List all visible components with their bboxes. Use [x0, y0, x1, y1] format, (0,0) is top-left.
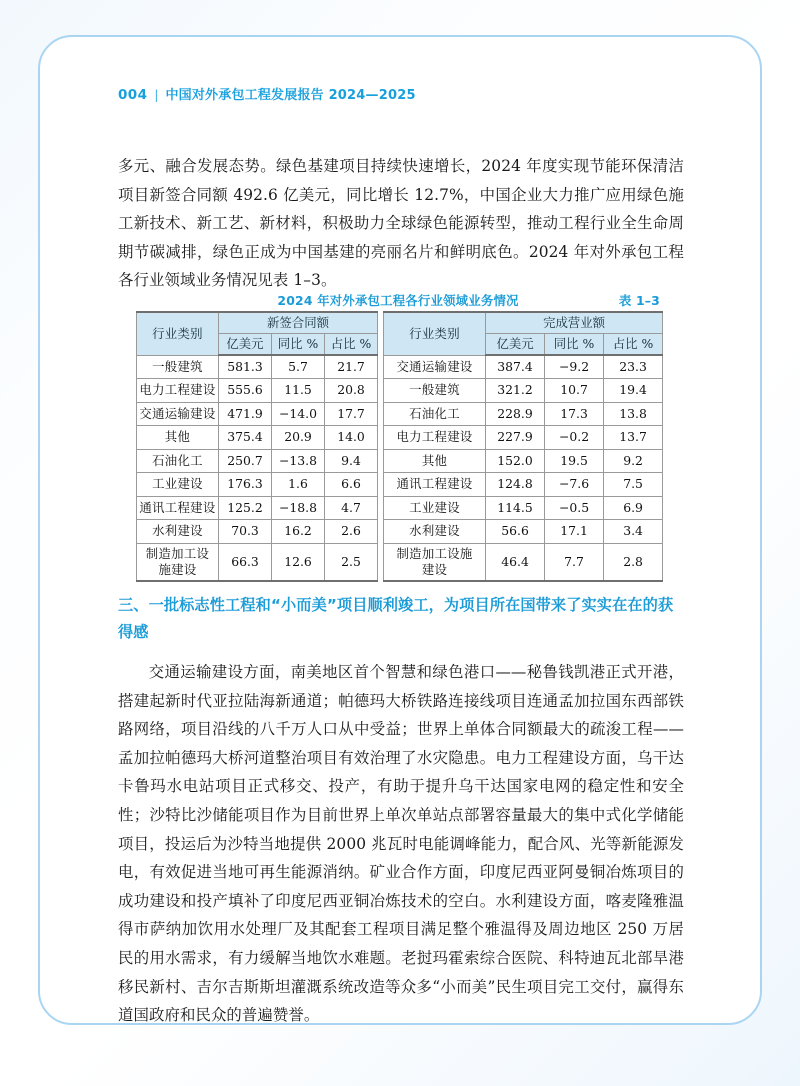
th-left-yoy: 同比 %	[272, 334, 325, 356]
table-row	[384, 520, 663, 544]
table-row	[137, 496, 378, 520]
header-separator: |	[154, 88, 159, 102]
th-right-share: 占比 %	[604, 334, 663, 356]
cell-share: 3.4	[604, 520, 663, 544]
cell-usd: 46.4	[486, 543, 545, 581]
table-row	[137, 426, 378, 450]
cell-category: 石油化工	[137, 449, 219, 473]
cell-category: 一般建筑	[137, 355, 219, 379]
table-caption-title: 2024 年对外承包工程各行业领域业务情况	[277, 293, 519, 308]
cell-usd: 321.2	[486, 379, 545, 403]
table-row	[384, 379, 663, 403]
cell-category: 通讯工程建设	[137, 496, 219, 520]
table-row	[137, 379, 378, 403]
page-folio-number: 004	[118, 87, 148, 103]
table-row	[384, 355, 663, 379]
th-right-group: 完成营业额	[486, 312, 663, 334]
table-row	[384, 449, 663, 473]
cell-share: 17.7	[325, 402, 378, 426]
table-right-body	[384, 355, 663, 581]
cell-share: 2.8	[604, 543, 663, 581]
table-row	[137, 543, 378, 581]
cell-share: 9.2	[604, 449, 663, 473]
cell-yoy: 17.1	[545, 520, 604, 544]
cell-usd: 124.8	[486, 473, 545, 497]
cell-category: 通讯工程建设	[384, 473, 486, 497]
cell-share: 14.0	[325, 426, 378, 450]
cell-yoy: −13.8	[272, 449, 325, 473]
cell-yoy: −9.2	[545, 355, 604, 379]
cell-category: 一般建筑	[384, 379, 486, 403]
cell-category: 制造加工设 施建设	[137, 543, 219, 581]
cell-usd: 56.6	[486, 520, 545, 544]
running-header	[118, 84, 416, 103]
cell-category: 其他	[137, 426, 219, 450]
cell-usd: 387.4	[486, 355, 545, 379]
cell-category: 工业建设	[384, 496, 486, 520]
cell-usd: 555.6	[219, 379, 272, 403]
th-right-category: 行业类别	[384, 312, 486, 355]
cell-usd: 70.3	[219, 520, 272, 544]
table-left-body	[137, 355, 378, 581]
cell-yoy: 20.9	[272, 426, 325, 450]
th-left-group: 新签合同额	[219, 312, 378, 334]
cell-category: 石油化工	[384, 402, 486, 426]
cell-share: 4.7	[325, 496, 378, 520]
cell-share: 19.4	[604, 379, 663, 403]
cell-category: 交通运输建设	[384, 355, 486, 379]
table-row	[137, 520, 378, 544]
cell-usd: 66.3	[219, 543, 272, 581]
cell-usd: 375.4	[219, 426, 272, 450]
cell-yoy: −0.2	[545, 426, 604, 450]
th-right-usd: 亿美元	[486, 334, 545, 356]
cell-yoy: 17.3	[545, 402, 604, 426]
cell-share: 20.8	[325, 379, 378, 403]
table-header-row-1	[384, 312, 663, 334]
cell-category: 交通运输建设	[137, 402, 219, 426]
table-row	[137, 355, 378, 379]
th-left-category: 行业类别	[137, 312, 219, 355]
cell-category: 水利建设	[137, 520, 219, 544]
table-new-contracts	[136, 311, 378, 582]
cell-category: 水利建设	[384, 520, 486, 544]
th-left-share: 占比 %	[325, 334, 378, 356]
table-row	[384, 543, 663, 581]
table-completed-turnover	[383, 311, 663, 582]
table-row	[137, 402, 378, 426]
th-right-yoy: 同比 %	[545, 334, 604, 356]
cell-share: 6.6	[325, 473, 378, 497]
cell-usd: 228.9	[486, 402, 545, 426]
cell-category: 制造加工设施 建设	[384, 543, 486, 581]
paragraph-body: 交通运输建设方面，南美地区首个智慧和绿色港口——秘鲁钱凯港正式开港，搭建起新时代亚拉陆海新通道；帕德玛大桥铁路连接线项目连通孟加拉国东西部铁路网络，项目沿线的八千万人口从中受益；世界上单体合同额最大的疏浚工程——孟加拉帕德玛大桥河道整治项目有效治理了水灾隐患。电力工程建设方面，乌干达卡鲁玛水电站项目正式移交、投产，有助于提升乌干达国家电网的稳定性和安全性；沙特比沙储能项目作为目前世界上单次单站点部署容量最大的集中式化学储能项目，投运后为沙特当地提供 2000 兆瓦时电能调峰能力，配合风、光等新能源发电，有效促进当地可再生能源消纳。矿业合作方面，印度尼西亚阿曼铜冶炼项目的成功建设和投产填补了印度尼西亚铜冶炼技术的空白。水利建设方面，喀麦隆雅温得市萨纳加饮用水处理厂及其配套工程项目满足整个雅温得及周边地区 250 万居民的用水需求，有力缓解当地饮水难题。老挝玛霍索综合医院、科特迪瓦北部旱港移民新村、吉尔吉斯斯坦灌溉系统改造等众多“小而美”民生项目完工交付，赢得东道国政府和民众的普遍赞誉。	[118, 663, 684, 1025]
cell-share: 23.3	[604, 355, 663, 379]
cell-share: 6.9	[604, 496, 663, 520]
cell-share: 2.6	[325, 520, 378, 544]
cell-yoy: −7.6	[545, 473, 604, 497]
cell-usd: 250.7	[219, 449, 272, 473]
cell-yoy: −0.5	[545, 496, 604, 520]
cell-yoy: 1.6	[272, 473, 325, 497]
cell-yoy: 10.7	[545, 379, 604, 403]
cell-yoy: 7.7	[545, 543, 604, 581]
th-left-usd: 亿美元	[219, 334, 272, 356]
cell-yoy: 16.2	[272, 520, 325, 544]
cell-share: 13.7	[604, 426, 663, 450]
cell-usd: 581.3	[219, 355, 272, 379]
industry-business-tables	[136, 311, 662, 582]
cell-category: 电力工程建设	[384, 426, 486, 450]
cell-share: 2.5	[325, 543, 378, 581]
cell-share: 13.8	[604, 402, 663, 426]
paragraph-intro: 多元、融合发展态势。绿色基建项目持续快速增长，2024 年度实现节能环保清洁项目新签合同额 492.6 亿美元，同比增长 12.7%，中国企业大力推广应用绿色施工新技术、新工艺、新材料，积极助力全球绿色能源转型，推动工程行业全生命周期节碳减排，绿色正成为中国基建的亮丽名片和鲜明底色。2024 年对外承包工程各行业领域业务情况见表 1–3。	[118, 157, 684, 290]
cell-yoy: −14.0	[272, 402, 325, 426]
cell-category: 其他	[384, 449, 486, 473]
cell-usd: 152.0	[486, 449, 545, 473]
cell-yoy: 19.5	[545, 449, 604, 473]
cell-category: 电力工程建设	[137, 379, 219, 403]
cell-usd: 114.5	[486, 496, 545, 520]
cell-usd: 125.2	[219, 496, 272, 520]
table-caption	[136, 291, 660, 309]
table-row	[384, 473, 663, 497]
cell-yoy: −18.8	[272, 496, 325, 520]
cell-share: 7.5	[604, 473, 663, 497]
table-header-row-1	[137, 312, 378, 334]
table-row	[384, 402, 663, 426]
table-row	[137, 473, 378, 497]
cell-yoy: 12.6	[272, 543, 325, 581]
table-caption-number: 表 1–3	[618, 293, 660, 308]
table-row	[384, 426, 663, 450]
cell-usd: 471.9	[219, 402, 272, 426]
cell-usd: 227.9	[486, 426, 545, 450]
cell-category: 工业建设	[137, 473, 219, 497]
cell-yoy: 5.7	[272, 355, 325, 379]
table-row	[384, 496, 663, 520]
cell-share: 9.4	[325, 449, 378, 473]
table-row	[137, 449, 378, 473]
header-book-title: 中国对外承包工程发展报告 2024—2025	[165, 88, 416, 103]
cell-usd: 176.3	[219, 473, 272, 497]
cell-share: 21.7	[325, 355, 378, 379]
section-heading-three: 三、一批标志性工程和“小而美”项目顺利竣工，为项目所在国带来了实实在在的获得感	[118, 596, 674, 641]
cell-yoy: 11.5	[272, 379, 325, 403]
